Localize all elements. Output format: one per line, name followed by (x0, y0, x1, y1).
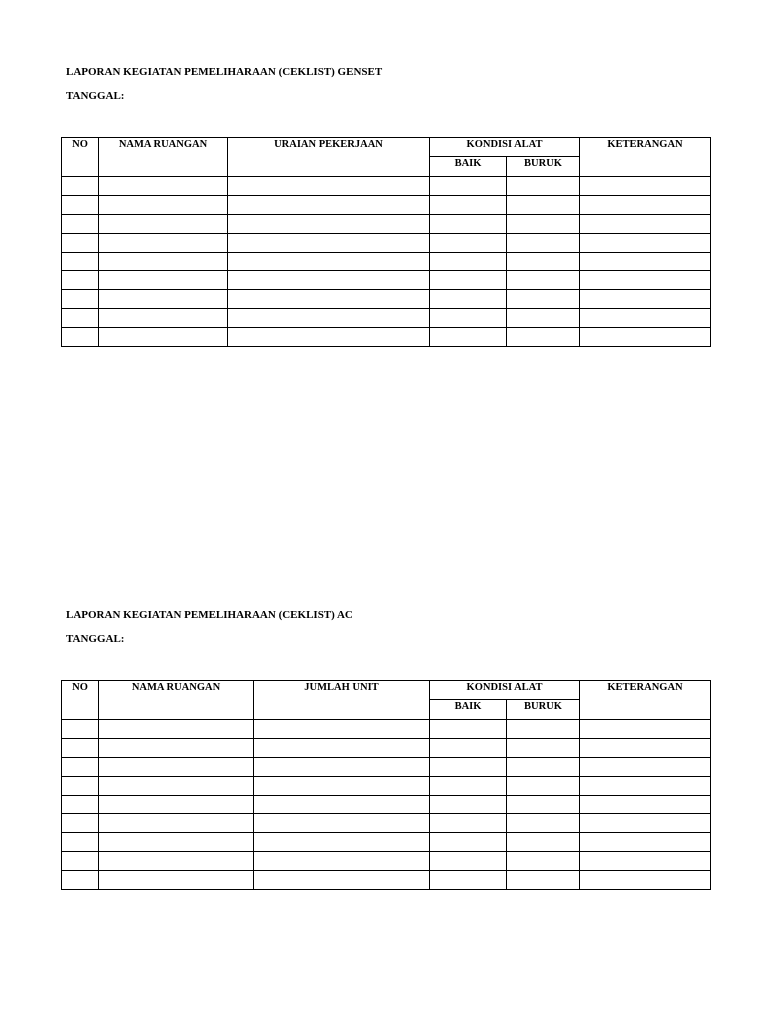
cell-no (62, 871, 99, 890)
cell-buruk (507, 871, 580, 890)
cell-buruk (507, 795, 580, 814)
cell-baik (430, 290, 507, 309)
cell-no (62, 757, 99, 776)
ac-checklist-table (61, 680, 711, 890)
col-header-nama-ruangan: NAMA RUANGAN (99, 681, 254, 720)
table-row (62, 195, 711, 214)
cell-nama-ruangan (99, 757, 254, 776)
cell-detail (228, 252, 430, 271)
cell-no (62, 177, 99, 196)
cell-nama-ruangan (99, 177, 228, 196)
cell-keterangan (580, 871, 711, 890)
cell-baik (430, 795, 507, 814)
genset-date-label: TANGGAL: (66, 90, 125, 102)
cell-baik (430, 852, 507, 871)
cell-no (62, 328, 99, 347)
cell-baik (430, 738, 507, 757)
cell-detail (254, 720, 430, 739)
col-header-keterangan: KETERANGAN (580, 138, 711, 177)
cell-keterangan (580, 776, 711, 795)
cell-no (62, 309, 99, 328)
genset-table-body (62, 177, 711, 347)
cell-buruk (507, 776, 580, 795)
cell-baik (430, 833, 507, 852)
table-row (62, 252, 711, 271)
cell-buruk (507, 852, 580, 871)
cell-baik (430, 309, 507, 328)
genset-checklist-table (61, 137, 711, 347)
cell-detail (228, 177, 430, 196)
cell-detail (228, 195, 430, 214)
cell-no (62, 233, 99, 252)
cell-nama-ruangan (99, 309, 228, 328)
genset-report-title: LAPORAN KEGIATAN PEMELIHARAAN (CEKLIST) GENSET (66, 66, 383, 78)
cell-baik (430, 328, 507, 347)
cell-buruk (507, 309, 580, 328)
cell-buruk (507, 271, 580, 290)
table-row (62, 233, 711, 252)
cell-nama-ruangan (99, 328, 228, 347)
table-row (62, 720, 711, 739)
cell-no (62, 814, 99, 833)
cell-no (62, 776, 99, 795)
cell-buruk (507, 233, 580, 252)
ac-table-body (62, 720, 711, 890)
table-row (62, 852, 711, 871)
col-header-baik: BAIK (430, 700, 507, 720)
cell-keterangan (580, 214, 711, 233)
table-row (62, 871, 711, 890)
cell-baik (430, 720, 507, 739)
cell-detail (254, 852, 430, 871)
cell-no (62, 290, 99, 309)
cell-keterangan (580, 177, 711, 196)
cell-detail (228, 328, 430, 347)
cell-nama-ruangan (99, 738, 254, 757)
cell-keterangan (580, 309, 711, 328)
table-row (62, 814, 711, 833)
table-row (62, 177, 711, 196)
cell-detail (254, 776, 430, 795)
cell-baik (430, 252, 507, 271)
cell-buruk (507, 290, 580, 309)
cell-keterangan (580, 757, 711, 776)
table-row (62, 271, 711, 290)
cell-baik (430, 233, 507, 252)
cell-detail (228, 233, 430, 252)
cell-detail (228, 271, 430, 290)
cell-nama-ruangan (99, 776, 254, 795)
cell-detail (254, 757, 430, 776)
cell-nama-ruangan (99, 271, 228, 290)
cell-nama-ruangan (99, 195, 228, 214)
cell-keterangan (580, 271, 711, 290)
table-row (62, 776, 711, 795)
col-header-no: NO (62, 138, 99, 177)
cell-nama-ruangan (99, 233, 228, 252)
cell-keterangan (580, 720, 711, 739)
cell-nama-ruangan (99, 720, 254, 739)
ac-date-label: TANGGAL: (66, 633, 125, 645)
table-row (62, 833, 711, 852)
cell-no (62, 852, 99, 871)
cell-baik (430, 177, 507, 196)
cell-keterangan (580, 852, 711, 871)
table-row (62, 738, 711, 757)
cell-buruk (507, 814, 580, 833)
cell-no (62, 271, 99, 290)
cell-keterangan (580, 814, 711, 833)
cell-baik (430, 814, 507, 833)
cell-nama-ruangan (99, 852, 254, 871)
cell-no (62, 195, 99, 214)
col-header-keterangan: KETERANGAN (580, 681, 711, 720)
ac-report-title: LAPORAN KEGIATAN PEMELIHARAAN (CEKLIST) AC (66, 609, 353, 621)
cell-detail (254, 738, 430, 757)
cell-no (62, 252, 99, 271)
col-header-no: NO (62, 681, 99, 720)
cell-detail (228, 309, 430, 328)
cell-nama-ruangan (99, 814, 254, 833)
col-header-nama-ruangan: NAMA RUANGAN (99, 138, 228, 177)
cell-buruk (507, 757, 580, 776)
cell-buruk (507, 177, 580, 196)
cell-buruk (507, 833, 580, 852)
cell-nama-ruangan (99, 795, 254, 814)
col-header-baik: BAIK (430, 157, 507, 177)
cell-keterangan (580, 290, 711, 309)
table-row (62, 290, 711, 309)
table-row (62, 309, 711, 328)
col-header-buruk: BURUK (507, 157, 580, 177)
cell-keterangan (580, 252, 711, 271)
cell-buruk (507, 214, 580, 233)
cell-keterangan (580, 795, 711, 814)
col-header-kondisi-alat: KONDISI ALAT (430, 138, 580, 157)
cell-buruk (507, 720, 580, 739)
cell-buruk (507, 328, 580, 347)
cell-buruk (507, 195, 580, 214)
cell-detail (254, 814, 430, 833)
cell-nama-ruangan (99, 290, 228, 309)
cell-buruk (507, 252, 580, 271)
table-row (62, 214, 711, 233)
cell-detail (254, 871, 430, 890)
cell-nama-ruangan (99, 214, 228, 233)
cell-detail (254, 833, 430, 852)
cell-no (62, 720, 99, 739)
col-header-jumlah-unit: JUMLAH UNIT (254, 681, 430, 720)
cell-nama-ruangan (99, 871, 254, 890)
cell-keterangan (580, 738, 711, 757)
cell-keterangan (580, 233, 711, 252)
col-header-kondisi-alat: KONDISI ALAT (430, 681, 580, 700)
cell-buruk (507, 738, 580, 757)
table-row (62, 328, 711, 347)
cell-keterangan (580, 833, 711, 852)
col-header-buruk: BURUK (507, 700, 580, 720)
cell-nama-ruangan (99, 252, 228, 271)
cell-baik (430, 214, 507, 233)
cell-baik (430, 871, 507, 890)
cell-detail (228, 214, 430, 233)
cell-detail (254, 795, 430, 814)
cell-baik (430, 195, 507, 214)
cell-detail (228, 290, 430, 309)
cell-keterangan (580, 328, 711, 347)
cell-nama-ruangan (99, 833, 254, 852)
table-row (62, 795, 711, 814)
cell-no (62, 795, 99, 814)
cell-keterangan (580, 195, 711, 214)
cell-no (62, 738, 99, 757)
cell-baik (430, 757, 507, 776)
cell-no (62, 214, 99, 233)
cell-baik (430, 271, 507, 290)
table-row (62, 757, 711, 776)
cell-no (62, 833, 99, 852)
cell-baik (430, 776, 507, 795)
col-header-uraian-pekerjaan: URAIAN PEKERJAAN (228, 138, 430, 177)
